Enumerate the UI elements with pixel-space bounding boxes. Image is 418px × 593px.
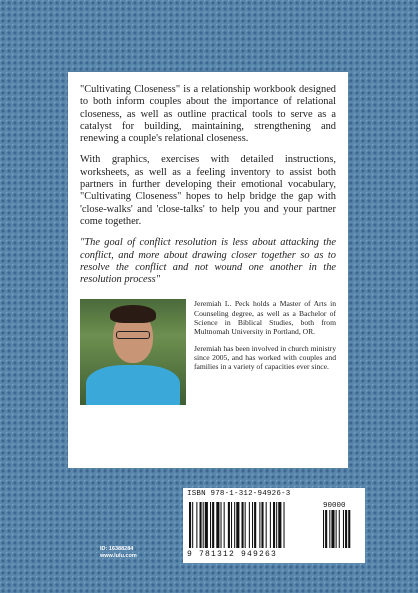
addon-stripe: [323, 510, 324, 548]
barcode-stripe: [259, 502, 260, 548]
addon-stripe: [348, 510, 350, 548]
barcode-stripe: [245, 502, 246, 548]
back-cover-text-panel: [68, 72, 348, 468]
author-photo: [80, 299, 186, 405]
author-bio: [194, 299, 336, 378]
barcode-stripe: [249, 502, 250, 548]
barcode-stripe: [278, 502, 281, 548]
barcode-stripe: [236, 502, 239, 548]
addon-stripe: [325, 510, 327, 548]
author-bio-ministry: Jeremiah has been involved in church ministry since 2005, and has worked with couples and families in a variety of capacities ever since.: [194, 343, 336, 372]
barcode-stripe: [205, 502, 208, 548]
addon-stripe: [329, 510, 330, 548]
isbn-number: ISBN 978-1-312-94926-3: [187, 490, 291, 498]
barcode-stripe: [203, 502, 204, 548]
author-bio-degrees: Jeremiah L. Peck holds a Master of Arts in Counseling degree, as well as a Bachelor of Science in Biblical Studies, both from Multnomah University in Portland, OR.: [194, 299, 336, 337]
barcode-stripe: [266, 502, 267, 548]
barcode-stripe: [216, 502, 219, 548]
barcode-stripe: [270, 502, 271, 548]
addon-stripe: [331, 510, 334, 548]
author-shirt: [86, 365, 180, 405]
barcode-stripe: [200, 502, 202, 548]
barcode-stripe: [212, 502, 214, 548]
barcode-stripe: [242, 502, 244, 548]
publisher-site: www.lulu.com: [100, 553, 137, 559]
barcode-stripe: [228, 502, 230, 548]
barcode-stripe: [192, 502, 193, 548]
barcode-stripe: [224, 502, 225, 548]
addon-stripe: [343, 510, 344, 548]
price-code: 90000: [323, 502, 346, 510]
barcode-stripe: [221, 502, 222, 548]
barcode-stripe: [261, 502, 263, 548]
author-block: [80, 299, 336, 421]
barcode-stripe: [189, 502, 191, 548]
addon-stripe: [336, 510, 337, 548]
author-hair: [110, 305, 156, 323]
isbn-barcode: [183, 488, 365, 563]
addon-stripe: [345, 510, 347, 548]
barcode-stripe: [210, 502, 211, 548]
barcode-stripe: [234, 502, 235, 548]
barcode-stripe: [254, 502, 256, 548]
publisher-info: [100, 546, 137, 560]
barcode-digits: 9 781312 949263: [187, 550, 278, 559]
barcode-stripe: [284, 502, 285, 548]
addon-stripe: [339, 510, 340, 548]
author-glasses: [116, 331, 150, 339]
barcode-stripe: [196, 502, 197, 548]
description-paragraph: "Cultivating Closeness" is a relationship workbook designed to both inform couples about the importance of relational closeness, as well as outline practical tools to serve as a catalyst for building, maintaining, strengthening and renewing a couple's relational closeness.: [80, 84, 336, 145]
features-paragraph: With graphics, exercises with detailed instructions, worksheets, as well as a feeling inventory to assist both partners in further developing their emotional vocabulary, "Cultivating Closeness" hopes to help bridge the gap with 'close-walks' and 'close-talks' to help you and your partner come together.: [80, 154, 336, 227]
barcode-stripe: [276, 502, 277, 548]
quote: "The goal of conflict resolution is less about attacking the conflict, and more about drawing closer together so as to resolve the conflict and not wound one another in the resolution process": [80, 237, 336, 286]
barcode-stripe: [231, 502, 232, 548]
publisher-id: ID: 16388284: [100, 546, 134, 552]
barcode-stripe: [252, 502, 253, 548]
barcode-stripe: [273, 502, 275, 548]
